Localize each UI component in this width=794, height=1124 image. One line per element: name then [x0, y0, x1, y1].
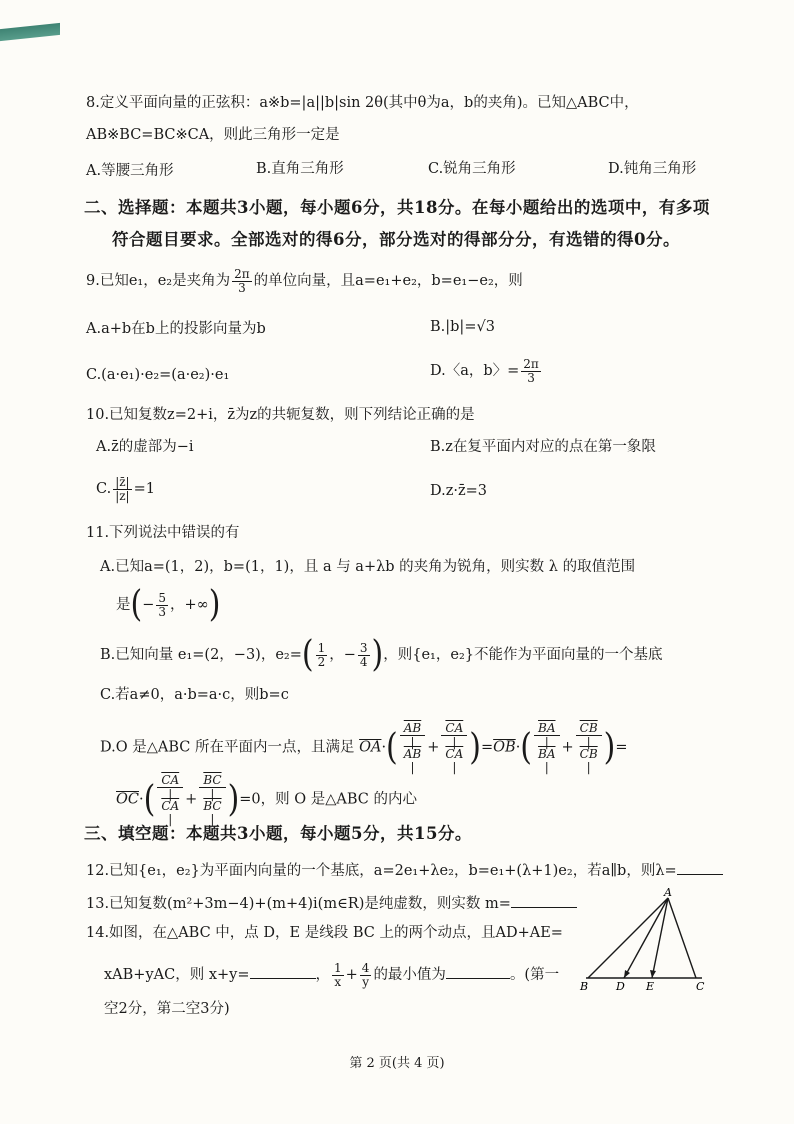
q9-stem	[86, 268, 523, 294]
q9-option-c: C.(a·e₁)·e₂=(a·e₂)·e₁	[86, 367, 230, 383]
q14-f1-num: 1	[334, 961, 342, 975]
q14-sep: ，	[315, 967, 330, 984]
q14-answer-blank-1[interactable]	[250, 966, 316, 979]
q10-stem: 10.已知复数z=2+i，z̄为z的共轭复数，则下列结论正确的是	[86, 407, 475, 423]
q9-option-b: B.|b|=√3	[430, 319, 495, 335]
q13-stem: 13.已知复数(m²+3m−4)+(m+4)i(m∈R)是纯虚数，则实数 m=	[86, 896, 511, 912]
q11-b-prefix: B.已知向量 e₁=(2，−3)，e₂=	[100, 647, 302, 663]
q10-option-c-fraction	[113, 476, 131, 502]
q14-line2	[104, 962, 559, 988]
q10-c-num: |z̄|	[115, 475, 130, 489]
q12-answer-blank[interactable]	[677, 862, 723, 875]
q9-option-a: A.a+b在b上的投影向量为b	[86, 321, 266, 337]
label-d: D	[616, 980, 625, 993]
q11-a2-den: 3	[158, 604, 167, 619]
q10-option-a: A.z̄的虚部为−i	[96, 439, 194, 455]
q14-min-text: 的最小值为	[373, 967, 446, 984]
q11-b-n2: 3	[359, 640, 368, 655]
q9-option-d-text: D.〈a，b〉=	[430, 363, 520, 380]
q10-option-c-label: C.	[96, 481, 112, 498]
q11-stem: 11.下列说法中错误的有	[86, 525, 240, 541]
q9-frac-num: 2π	[234, 267, 250, 281]
q10-option-c	[96, 476, 155, 502]
section3-heading: 三、填空题：本题共3小题，每小题5分，共15分。	[84, 824, 472, 843]
q11-option-d-line2: $\overline{OC}\cdot$( $\overline{CA}$ | $\overline{CA}$ | + $\overline{BC}$ | $\overline{BC}$ | )=0，则 O 是△ABC 的内心	[116, 773, 418, 826]
q9-option-d	[430, 358, 543, 384]
q11-a2-num: 5	[158, 590, 167, 605]
q10-option-d: D.z·z̄=3	[430, 483, 487, 499]
q10-c-den: |z|	[115, 488, 130, 503]
arrow-d-icon	[624, 970, 630, 978]
q14-line3: 空2分，第二空3分)	[104, 1001, 230, 1017]
q11-a2-prefix: 是	[116, 597, 131, 613]
q14-line1: 14.如图，在△ABC 中，点 D，E 是线段 BC 上的两个动点，且AD+AE=	[86, 925, 563, 941]
q11-b-n1: 1	[317, 640, 326, 655]
q14-answer-blank-2[interactable]	[446, 966, 510, 979]
q14-plus: +	[345, 967, 358, 984]
q8-stem-line2: AB※BC=BC※CA，则此三角形一定是	[86, 127, 340, 143]
page-corner-mark	[0, 23, 60, 41]
q11-a2-tail: ，+∞	[170, 597, 209, 613]
edge-ab	[588, 898, 668, 978]
q11-b-d2: 4	[359, 654, 368, 669]
segment-ad	[624, 898, 668, 978]
q9-d-num: 2π	[523, 357, 539, 371]
arrow-e-icon	[650, 970, 656, 978]
q14-xy-text: xAB+yAC，则 x+y=	[104, 967, 250, 984]
q11-b-frac2	[358, 642, 370, 668]
q11-d-prefix: D.O 是△ABC 所在平面内一点，且满足	[100, 739, 355, 756]
q9-stem-b: 的单位向量，且a=e₁+e₂，b=e₁−e₂，则	[253, 273, 523, 290]
label-e: E	[646, 980, 655, 993]
q11-d-tail: =0，则 O 是△ABC 的内心	[239, 791, 418, 808]
q14-f1-den: x	[334, 974, 342, 989]
q11-option-a-line2: 是(− $\frac{5}{3}$ ，+∞)	[116, 583, 221, 626]
q9-frac-den: 3	[238, 280, 246, 295]
q8-option-c: C.锐角三角形	[428, 161, 516, 177]
q12-text	[86, 862, 723, 879]
label-c: C	[696, 980, 705, 993]
q8-option-b: B.直角三角形	[256, 161, 344, 177]
label-b: B	[580, 980, 589, 993]
q10-option-c-tail: =1	[133, 481, 155, 498]
q9-d-den: 3	[527, 370, 535, 385]
q14-triangle-figure	[578, 886, 708, 996]
q12-stem: 12.已知{e₁，e₂}为平面内向量的一个基底，a=2e₁+λe₂，b=e₁+(λ+1)e₂，若a∥b，则λ=	[86, 863, 677, 879]
edge-ac	[668, 898, 696, 978]
section2-heading-line2: 符合题目要求。全部选对的得6分，部分选对的得部分分，有选错的得0分。	[112, 230, 680, 249]
q13-answer-blank[interactable]	[511, 895, 577, 908]
q14-f2-num: 4	[361, 961, 370, 975]
q14-note-a: 。(第一	[509, 967, 560, 984]
q11-b-tail: ，则{e₁，e₂}不能作为平面向量的一个基底	[383, 647, 663, 663]
q11-a2-minus: −	[142, 597, 155, 613]
q9-stem-a: 9.已知e₁，e₂是夹角为	[86, 273, 231, 290]
segment-ae	[652, 898, 668, 978]
q8-option-d: D.钝角三角形	[608, 161, 697, 177]
q10-option-b: B.z在复平面内对应的点在第一象限	[430, 439, 656, 455]
q11-option-c: C.若a≠0，a·b=a·c，则b=c	[100, 687, 289, 703]
page-footer: 第 2 页(共 4 页)	[349, 1056, 445, 1071]
q11-option-b: B.已知向量 e₁=(2，−3)，e₂=( $\frac{1}{2}$ ，− $\frac{3}{4}$ )，则{e₁，e₂}不能作为平面向量的一个基底	[100, 633, 663, 676]
q8-stem-line1: 8.定义平面向量的正弦积：a※b=|a||b|sin 2θ(其中θ为a，b的夹角)。已知△ABC中，	[86, 95, 639, 111]
q11-b-d1: 2	[317, 654, 326, 669]
q11-b-frac1	[316, 642, 328, 668]
q14-frac1	[332, 962, 344, 988]
q11-a2-fraction	[156, 592, 168, 618]
q13-text	[86, 895, 577, 912]
q14-frac2	[360, 962, 372, 988]
label-a: A	[664, 886, 672, 899]
q11-option-d-line1: D.O 是△ABC 所在平面内一点，且满足 $\overline{OA}\cdot$( $\overline{AB}$ | $\overline{AB}$ | + $\overline{CA}$ | $\overline{CA}$ | )$=\overline{OB}\cdot$( $\overline{BA}$ | $\overline{BA}$ | + $\overline{CB}$ | $\overline{CB}$ | )=	[100, 721, 628, 774]
q9-angle-fraction	[232, 268, 252, 294]
q8-option-a: A.等腰三角形	[86, 163, 174, 179]
q14-f2-den: y	[362, 974, 369, 989]
section2-heading-line1: 二、选择题：本题共3小题，每小题6分，共18分。在每小题给出的选项中，有多项	[84, 198, 710, 217]
q9-option-d-fraction	[521, 358, 541, 384]
q11-option-a-line1: A.已知a=(1，2)，b=(1，1)，且 a 与 a+λb 的夹角为锐角，则实数 λ 的取值范围	[100, 559, 636, 575]
